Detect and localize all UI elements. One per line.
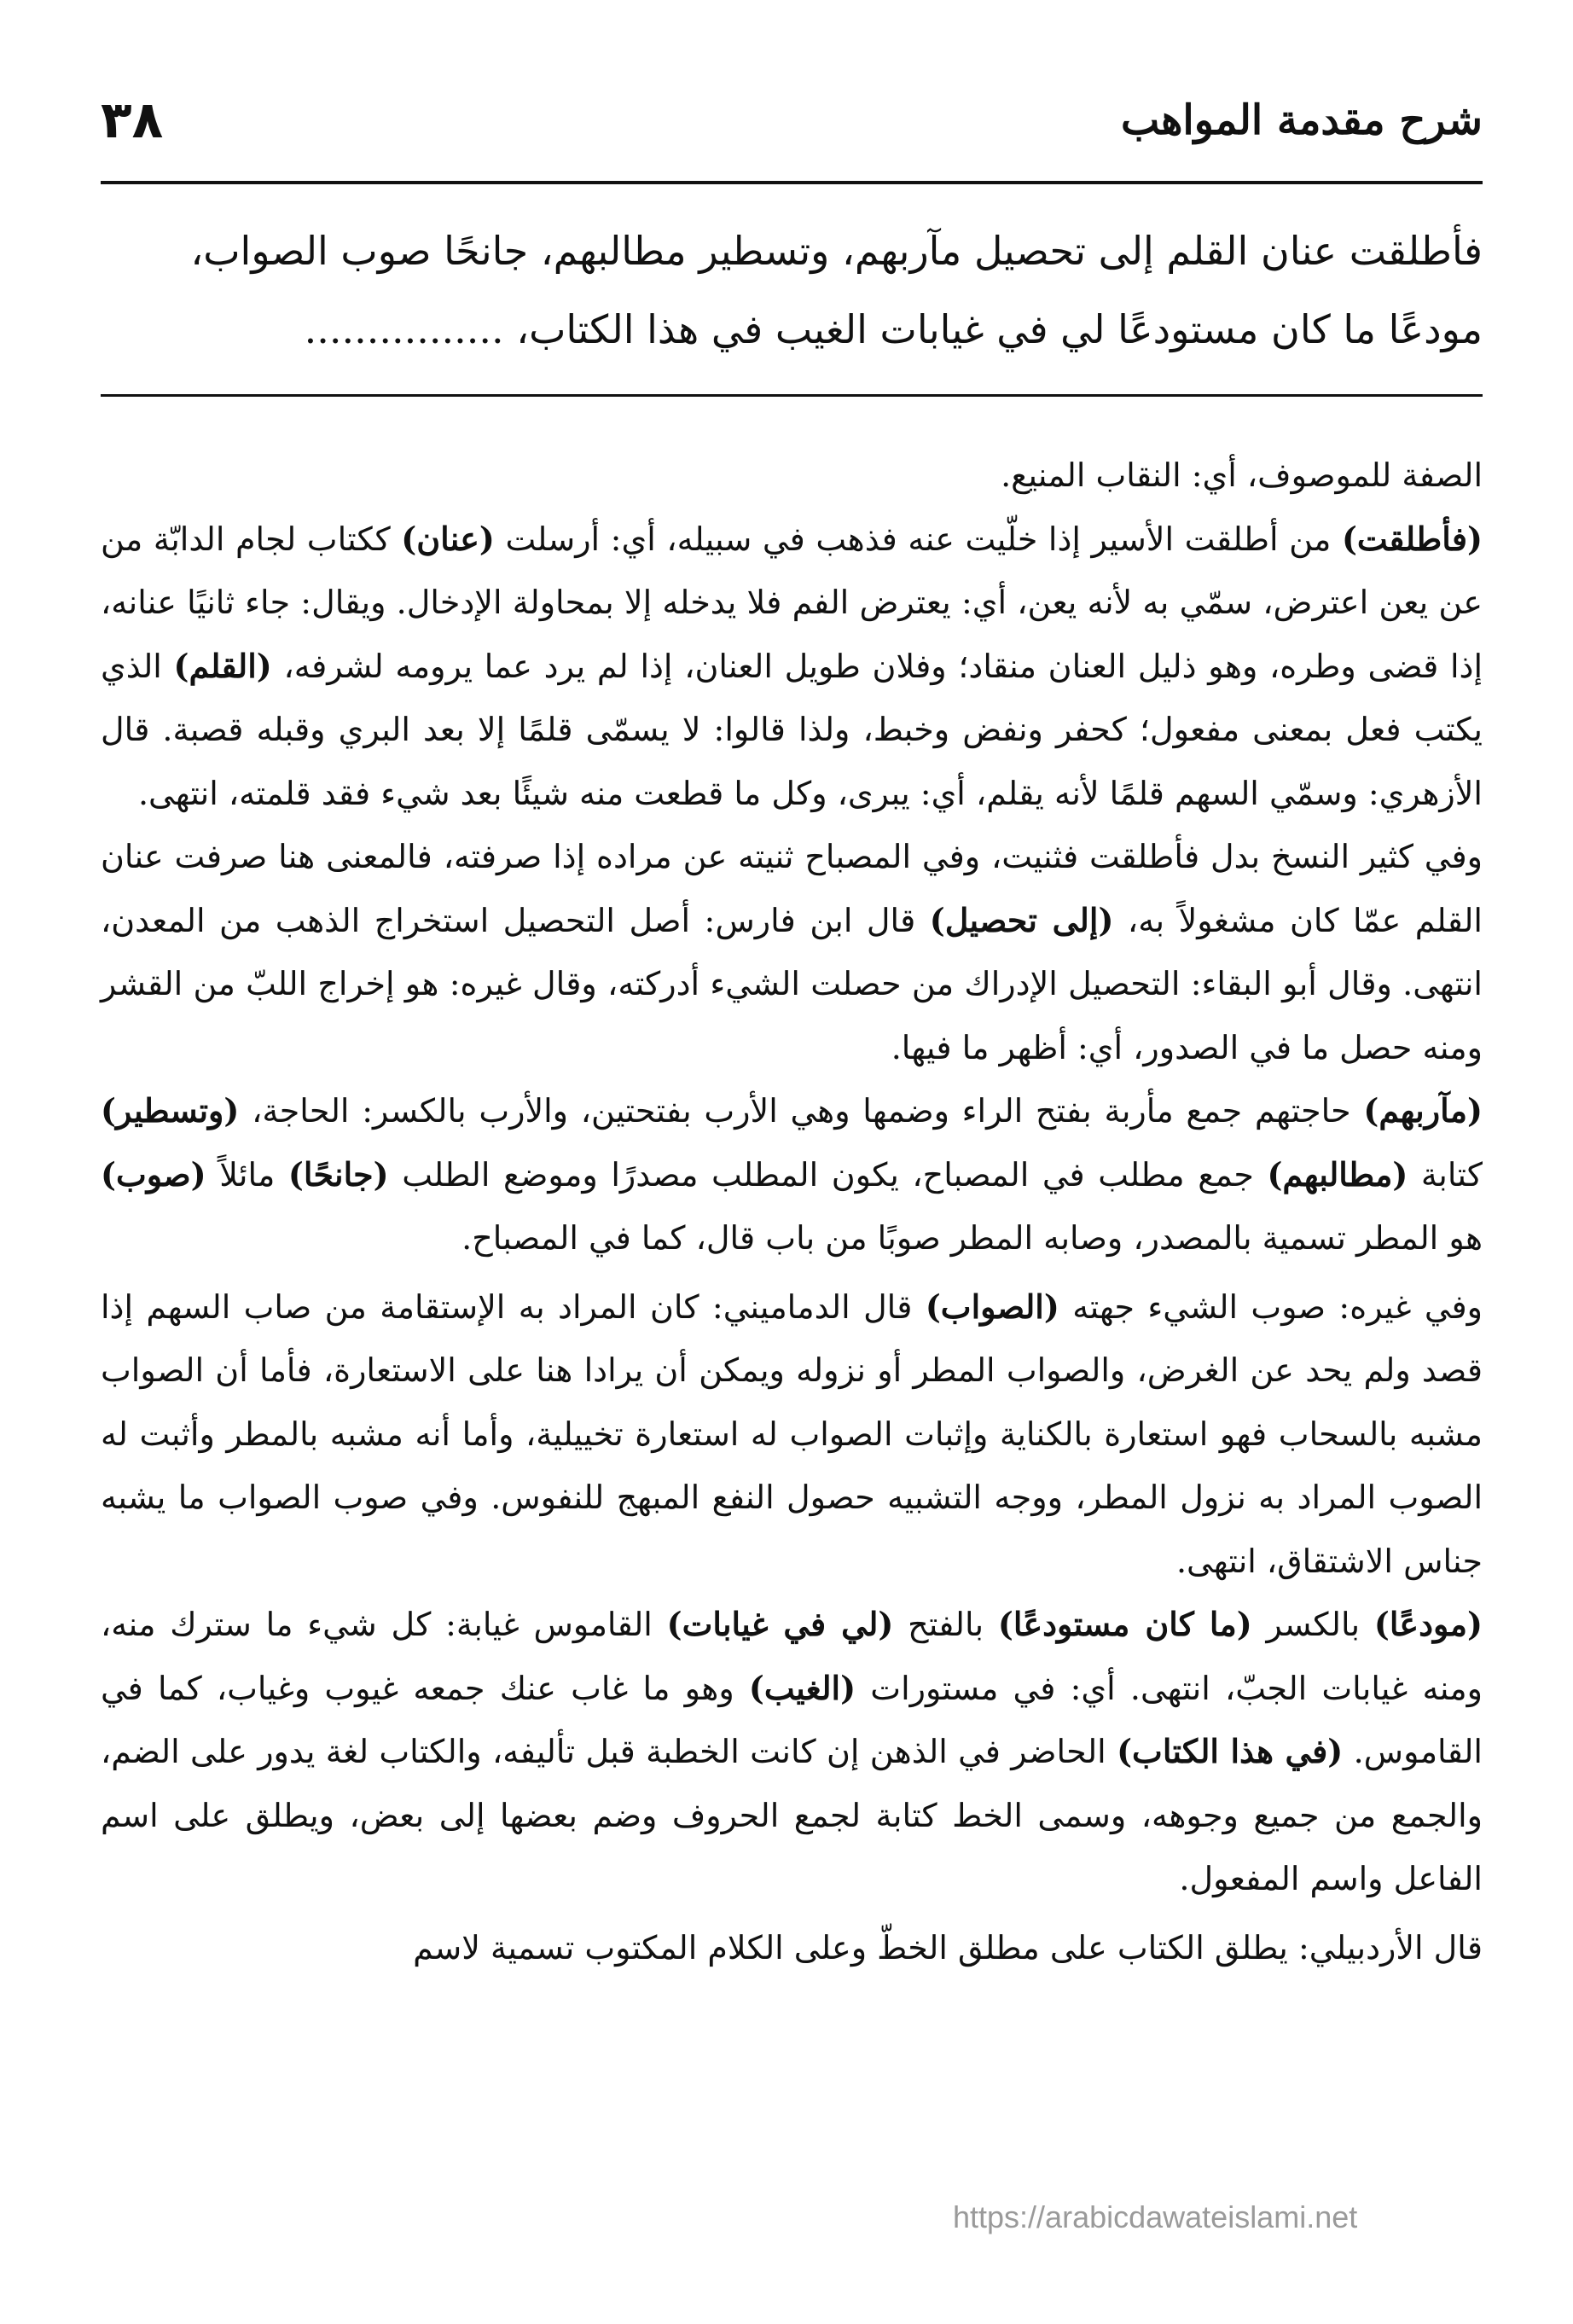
matn-line: فأطلقت عنان القلم إلى تحصيل مآربهم، وتسطير مطالبهم، جانحًا صوب الصواب، xyxy=(190,228,1483,274)
commentary-span: وفي كثير النسخ بدل فأطلقت فثنيت، وفي المصباح ثنيته عن مراده إذا صرفته، فالمعنى هنا صرفت عنان القلم عمّا كان مشغولاً به، xyxy=(101,838,1483,939)
lemma: (الغيب) xyxy=(748,1668,856,1707)
lemma: (القلم) xyxy=(173,646,272,685)
lemma: (صوب) xyxy=(101,1154,206,1194)
commentary-span: قال الدماميني: كان المراد به الإستقامة من صاب السهم إذا قصد ولم يحد عن الغرض، والصواب المطر أو نزوله ويمكن أن يرادا هنا على الاستعارة، فأما أن الصواب مشبه بالسحاب فهو استعارة بالكناية وإثبات الصواب له استعارة تخييلية، وأما أنه مشبه بالمطر وأثبت له الصوب المراد به نزول المطر، ووجه التشبيه حصول النفع المبهج للنفوس. وفي صوب الصواب ما يشبه جناس الاشتقاق، انتهى. xyxy=(101,1287,1483,1580)
lemma: (وتسطير) xyxy=(101,1091,240,1130)
lemma: (إلى تحصيل) xyxy=(929,900,1114,939)
matn-dots: ................ xyxy=(304,306,504,352)
commentary-span: بالفتح xyxy=(893,1606,998,1643)
commentary-span: مائلاً xyxy=(206,1155,288,1194)
matn-divider xyxy=(101,394,1483,397)
lemma: (مطالبهم) xyxy=(1267,1154,1408,1194)
commentary-paragraph xyxy=(101,825,1483,1079)
commentary-paragraph xyxy=(101,508,1483,826)
commentary-paragraph: قال الأردبيلي: يطلق الكتاب على مطلق الخطّ وعلى الكلام المكتوب تسمية لاسم xyxy=(413,1928,1483,1967)
watermark-url: https://arabicdawateislami.net xyxy=(953,2199,1358,2234)
lemma: (مودعًا) xyxy=(1373,1605,1483,1643)
running-title: شرح مقدمة المواهب xyxy=(1120,96,1483,144)
commentary-span: وفي غيره: صوب الشيء جهته xyxy=(1059,1287,1483,1326)
lemma: (في هذا الكتاب) xyxy=(1117,1732,1344,1770)
lemma: (عنان) xyxy=(401,519,495,558)
commentary-span: ككتاب لجام الدابّة من عن يعن اعترض، سمّي به لأنه يعن، أي: يعترض الفم فلا يدخله إلا بمحاولة الإدخال. ويقال: جاء ثانيًا عنانه، إذا قضى وطره، وهو ذليل العنان منقاد؛ وفلان طويل العنان، إذا لم يرد عما يرومه لشرفه، xyxy=(101,520,1483,685)
commentary-span: القاموس غيابة: كل شيء ما سترك منه، ومنه غيابات الجبّ، انتهى. أي: في مستورات xyxy=(101,1606,1483,1707)
commentary-span: من أطلقت الأسير إذا خلّيت عنه فذهب في سبيله، أي: أرسلت xyxy=(494,520,1342,558)
lemma: (فأطلقت) xyxy=(1341,519,1483,558)
commentary-span: بالكسر xyxy=(1251,1606,1374,1643)
lemma: (ما كان مستودعًا) xyxy=(997,1605,1252,1643)
commentary-span: قال ابن فارس: أصل التحصيل استخراج الذهب من المعدن، انتهى. وقال أبو البقاء: التحصيل الإدراك من حصلت الشيء أدركته، وقال غيره: هو إخراج اللبّ من القشر ومنه حصل ما في الصدور، أي: أظهر ما فيها. xyxy=(101,901,1483,1066)
matn-line-text: مودعًا ما كان مستودعًا لي في غيابات الغيب في هذا الكتاب، xyxy=(516,306,1483,352)
commentary-span: وهو ما غاب عنك جمعه غيوب وغياب، كما في القاموس. xyxy=(101,1669,1483,1770)
commentary-paragraph xyxy=(101,1079,1483,1270)
commentary-span: هو المطر تسمية بالمصدر، وصابه المطر صوبًا من باب قال، كما في المصباح. xyxy=(461,1219,1483,1257)
page-number: ٣٨ xyxy=(101,90,164,150)
commentary-text xyxy=(101,444,1483,1979)
commentary-paragraph: الصفة للموصوف، أي: النقاب المنيع. xyxy=(1001,456,1483,494)
commentary-paragraph xyxy=(101,1275,1483,1594)
commentary-paragraph xyxy=(101,1593,1483,1911)
lemma: (لي في غيابات) xyxy=(666,1605,894,1643)
commentary-span: حاجتهم جمع مأربة بفتح الراء وضمها وهي الأرب بفتحتين، والأرب بالكسر: الحاجة، xyxy=(239,1092,1364,1130)
lemma: (مآربهم) xyxy=(1363,1091,1483,1130)
matn-line xyxy=(101,290,1483,369)
page-header xyxy=(101,85,1483,155)
commentary-span: كتابة xyxy=(1408,1155,1483,1194)
commentary-span: الحاضر في الذهن إن كانت الخطبة قبل تأليفه، والكتاب لغة يدور على الضم، والجمع من جميع وجوهه، وسمى الخط كتابة لجمع الحروف وضم بعضها إلى بعض، ويطلق على اسم الفاعل واسم المفعول. xyxy=(101,1733,1483,1897)
matn-text xyxy=(101,212,1483,369)
commentary-span: جمع مطلب في المصباح، يكون المطلب مصدرًا وموضع الطلب xyxy=(388,1155,1268,1194)
lemma: (جانحًا) xyxy=(287,1154,389,1194)
header-divider xyxy=(101,181,1483,184)
commentary-span: الذي يكتب فعل بمعنى مفعول؛ كحفر ونفض وخبط، ولذا قالوا: لا يسمّى قلمًا إلا بعد البري وقبله قصبة. قال الأزهري: وسمّي السهم قلمًا لأنه يقلم، أي: يبرى، وكل ما قطعت منه شيئًا بعد شيء فقد قلمته، انتهى. xyxy=(101,647,1483,812)
lemma: (الصواب) xyxy=(925,1287,1059,1326)
